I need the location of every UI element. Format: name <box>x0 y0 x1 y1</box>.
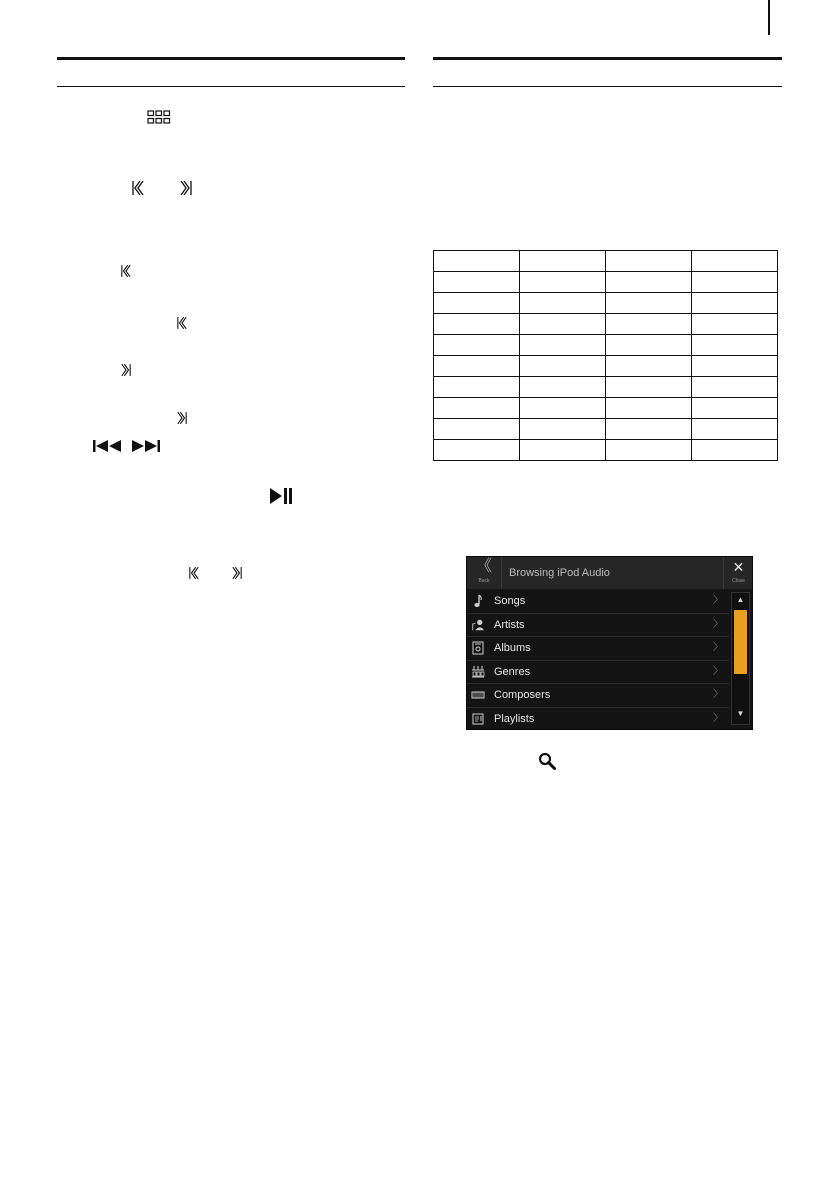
list-item-label: Albums <box>494 642 531 654</box>
close-icon: ✕ <box>732 559 745 575</box>
close-button[interactable] <box>723 557 753 589</box>
skip-back-icon <box>176 315 188 330</box>
table-cell <box>434 377 520 398</box>
table-row <box>434 335 778 356</box>
composer-icon <box>471 688 485 702</box>
table-row <box>434 419 778 440</box>
table-cell <box>520 251 606 272</box>
skip-back-icon <box>188 565 200 580</box>
list-item-artists[interactable] <box>467 614 729 638</box>
table-cell <box>606 314 692 335</box>
table-cell <box>520 419 606 440</box>
table-cell <box>520 293 606 314</box>
data-table <box>433 250 778 461</box>
chevron-right-icon: 〉 <box>713 689 723 700</box>
table-cell <box>606 272 692 293</box>
skip-forward-icon <box>176 410 188 425</box>
table-cell <box>434 398 520 419</box>
table-cell <box>520 335 606 356</box>
list-item-songs[interactable] <box>467 590 729 614</box>
list-item-label: Playlists <box>494 712 535 725</box>
table-cell <box>692 272 778 293</box>
table-row <box>434 314 778 335</box>
table-row <box>434 251 778 272</box>
skip-back-icon <box>120 263 132 278</box>
close-label: Close <box>732 578 745 584</box>
table-cell <box>692 440 778 461</box>
skip-forward-icon <box>179 179 193 197</box>
table-cell <box>520 398 606 419</box>
list-item-label: Composers <box>494 689 551 701</box>
music-note-icon <box>471 594 485 608</box>
list-item-playlists[interactable] <box>467 708 729 731</box>
scroll-up-icon[interactable]: ▲ <box>736 595 745 604</box>
table-cell <box>606 440 692 461</box>
menu-grid-icon <box>146 109 172 124</box>
table-cell <box>692 419 778 440</box>
table-cell <box>434 251 520 272</box>
skip-forward-icon <box>231 565 243 580</box>
table-cell <box>434 356 520 377</box>
ipod-browse-screen <box>466 556 753 730</box>
playlist-icon <box>471 712 485 726</box>
table-cell <box>434 335 520 356</box>
table-row <box>434 440 778 461</box>
left-heading-rule <box>57 57 405 60</box>
play-pause-icon <box>268 486 294 506</box>
list-item-albums[interactable] <box>467 637 729 661</box>
screen-title: Browsing iPod Audio <box>509 567 610 579</box>
table-cell <box>520 356 606 377</box>
browse-list <box>467 590 729 730</box>
skip-back-icon <box>131 179 145 197</box>
table-cell <box>692 398 778 419</box>
table-cell <box>606 377 692 398</box>
table-row <box>434 398 778 419</box>
table-cell <box>692 314 778 335</box>
back-label: Back <box>478 578 490 584</box>
skip-forward-icon <box>120 362 132 377</box>
table-cell <box>692 335 778 356</box>
table-cell <box>434 272 520 293</box>
table-row <box>434 377 778 398</box>
table-cell <box>520 440 606 461</box>
next-track-icon <box>130 438 162 454</box>
genre-icon <box>471 665 485 679</box>
table-cell <box>606 251 692 272</box>
table-cell <box>520 272 606 293</box>
previous-track-icon <box>91 438 123 454</box>
table-cell <box>606 335 692 356</box>
table-row <box>434 293 778 314</box>
left-heading-underline <box>57 86 405 87</box>
table-cell <box>692 251 778 272</box>
table-cell <box>434 419 520 440</box>
list-item-label: Songs <box>494 595 526 607</box>
chevron-right-icon: 〉 <box>713 642 723 653</box>
table-cell <box>606 356 692 377</box>
table-cell <box>606 419 692 440</box>
page-edge-mark <box>768 0 770 35</box>
search-icon <box>537 751 557 771</box>
artist-icon <box>471 618 485 632</box>
scrollbar[interactable] <box>731 592 750 725</box>
chevron-right-icon: 〉 <box>713 618 723 630</box>
list-item-label: Genres <box>494 665 531 678</box>
table-cell <box>434 440 520 461</box>
screen-header <box>467 557 752 589</box>
table-cell <box>692 356 778 377</box>
list-item-composers[interactable] <box>467 684 729 708</box>
table-cell <box>434 314 520 335</box>
right-heading-rule <box>433 57 782 60</box>
scroll-thumb[interactable] <box>734 610 747 674</box>
scroll-down-icon[interactable]: ▼ <box>736 709 745 718</box>
table-cell <box>692 293 778 314</box>
chevron-right-icon: 〉 <box>713 712 723 724</box>
right-heading-underline <box>433 86 782 87</box>
table-cell <box>606 398 692 419</box>
list-item-label: Artists <box>494 618 525 631</box>
table-row <box>434 272 778 293</box>
table-cell <box>520 314 606 335</box>
list-item-genres[interactable] <box>467 661 729 685</box>
table-row <box>434 356 778 377</box>
chevron-right-icon: 〉 <box>713 665 723 677</box>
table-cell <box>692 377 778 398</box>
back-chevron-icon: 《 <box>475 558 492 575</box>
back-button[interactable] <box>467 557 502 589</box>
album-icon <box>471 641 485 655</box>
table-cell <box>606 293 692 314</box>
table-cell <box>520 377 606 398</box>
table-cell <box>434 293 520 314</box>
chevron-right-icon: 〉 <box>713 595 723 606</box>
